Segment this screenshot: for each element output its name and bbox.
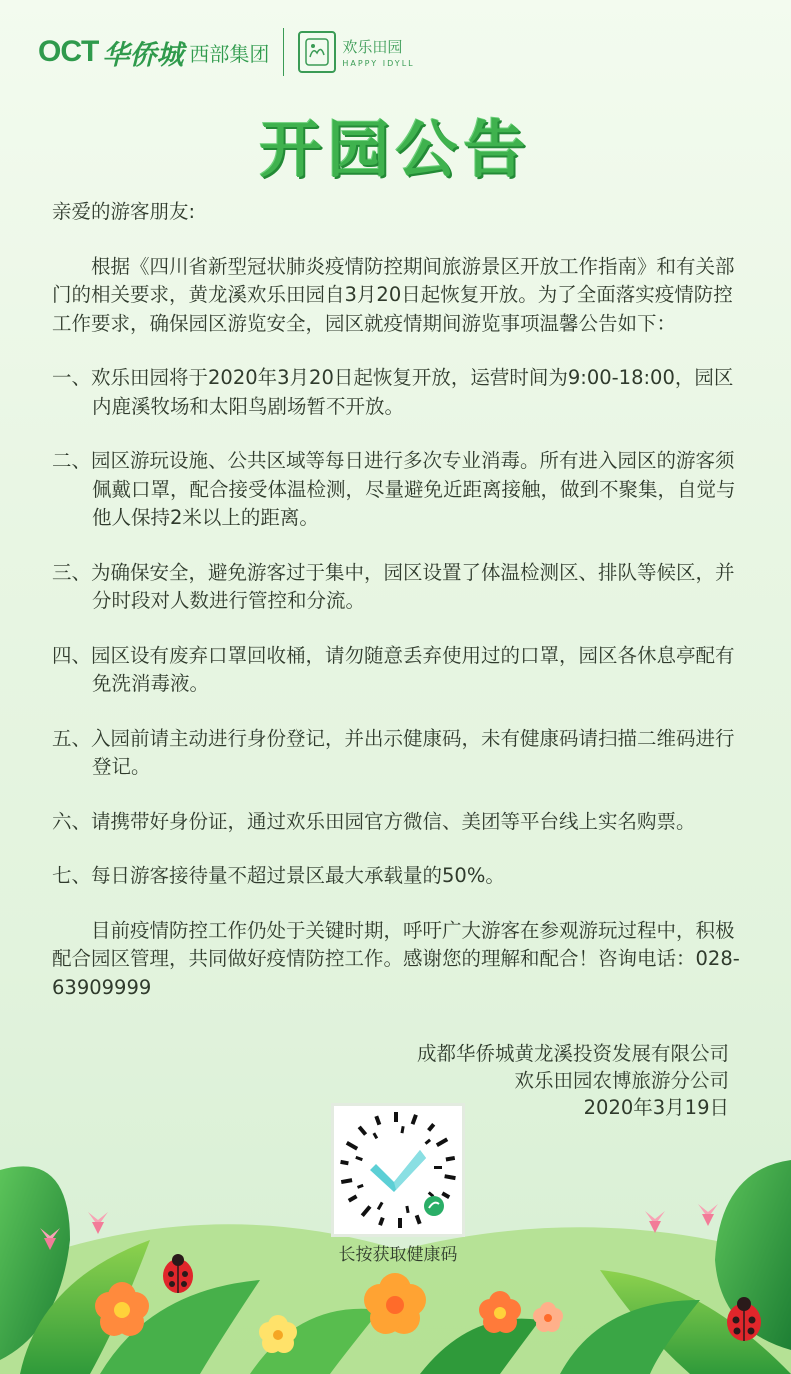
signature-branch: 欢乐田园农博旅游分公司 (514, 1069, 729, 1092)
header-logos (38, 26, 415, 78)
signature-company: 成都华侨城黄龙溪投资发展有限公司 (416, 1042, 729, 1065)
health-code-qr[interactable] (331, 1103, 465, 1237)
hqc-logo: 华侨城 (102, 39, 184, 71)
qr-code-icon (334, 1106, 462, 1234)
logo-divider (283, 28, 284, 76)
notice-item: 五、入园前请主动进行身份登记，并出示健康码，未有健康码请扫描二维码进行登记。 (52, 726, 735, 778)
idyll-name-cn: 欢乐田园 (342, 38, 403, 56)
notice-item: 六、请携带好身份证，通过欢乐田园官方微信、美团等平台线上实名购票。 (52, 809, 696, 833)
closing-paragraph: 目前疫情防控工作仍处于关键时期，呼吁广大游客在参观游玩过程中，积极配合园区管理，共同做好疫情防控工作。感谢您的理解和配合！咨询电话：028-63909999 (52, 918, 740, 999)
notice-item: 四、园区设有废弃口罩回收桶，请勿随意丢弃使用过的口罩，园区各休息亭配有免洗消毒液。 (52, 643, 735, 695)
qr-caption: 长按获取健康码 (338, 1245, 458, 1265)
group-name: 西部集团 (189, 41, 270, 66)
notice-body (52, 198, 742, 1028)
lily-flower-icon (88, 1212, 108, 1234)
salutation: 亲爱的游客朋友: (52, 200, 196, 223)
signature-date: 2020年3月19日 (583, 1096, 729, 1119)
happy-idyll-logo-icon (298, 31, 336, 73)
notice-item: 二、园区游玩设施、公共区域等每日进行多次专业消毒。所有进入园区的游客须佩戴口罩，配合接受体温检测，尽量避免近距离接触，做到不聚集，自觉与他人保持2米以上的距离。 (52, 449, 736, 529)
notice-item: 三、为确保安全，避免游客过于集中，园区设置了体温检测区、排队等候区，并分时段对人数进行管控和分流。 (52, 560, 735, 612)
oct-logo: OCT (38, 35, 99, 68)
idyll-name-en: HAPPY IDYLL (342, 59, 415, 68)
lily-flower-icon (645, 1211, 665, 1233)
notice-item: 一、欢乐田园将于2020年3月20日起恢复开放，运营时间为9:00-18:00，园区内鹿溪牧场和太阳鸟剧场暂不开放。 (52, 366, 734, 418)
page-title: 开园公告 (259, 113, 532, 186)
intro-paragraph: 根据《四川省新型冠状肺炎疫情防控期间旅游景区开放工作指南》和有关部门的相关要求，黄龙溪欢乐田园自3月20日起恢复开放。为了全面落实疫情防控工作要求，确保园区游览安全，园区就疫情期间游览事项温馨公告如下： (52, 254, 735, 335)
mini-program-icon (424, 1196, 444, 1216)
notice-item: 七、每日游客接待量不超过景区最大承载量的50%。 (52, 864, 505, 887)
idyll-text (342, 36, 414, 68)
lily-flower-icon (698, 1204, 718, 1226)
